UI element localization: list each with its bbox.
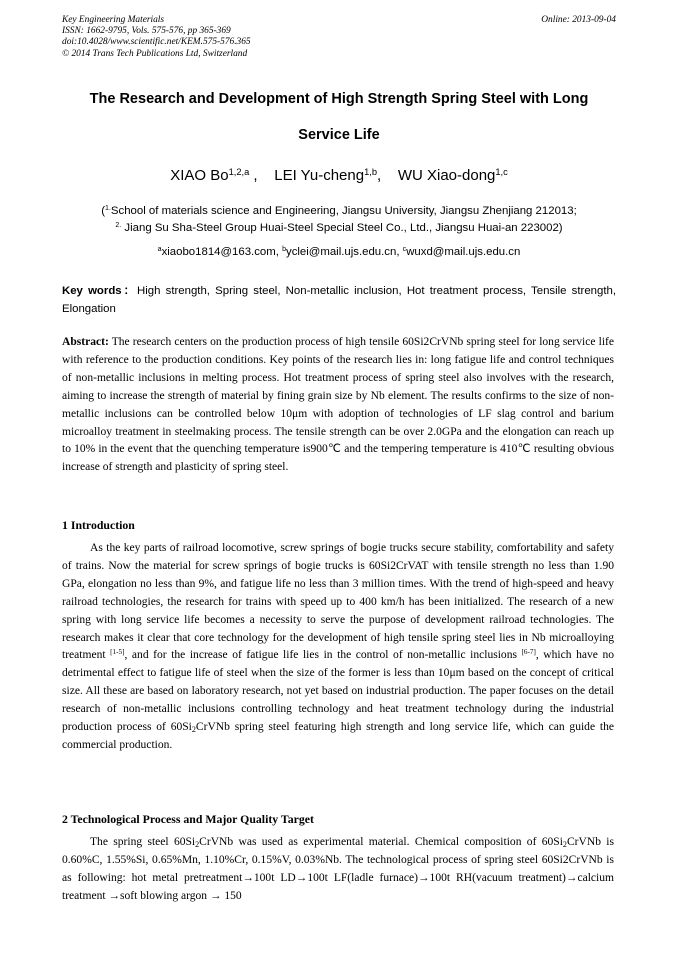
section-2-text: CrVNb is 0.60%C, 1.55%Si, 0.65%Mn, 1.10%Cr, 0.15%V, 0.03%Nb. The technological process of spring steel 60Si2CrVNb is as following: hot metal pretreatment→100t LD→100t LF(ladle furnace)→100t RH(vacuum treatment)→calcium treatment →soft blowing argon → 150 <box>62 836 614 902</box>
journal-name: Key Engineering Materials <box>62 15 165 25</box>
abstract-label: Abstract: <box>62 336 109 348</box>
abstract <box>62 334 614 477</box>
section-2-heading: 2 Technological Process and Major Quality Target <box>62 812 314 826</box>
section-2-paragraph <box>62 834 614 906</box>
author-1: XIAO Bo <box>170 167 229 184</box>
author-2-affil: 1,b <box>364 166 377 177</box>
author-list <box>62 166 616 186</box>
email-b-mark: b <box>282 246 286 254</box>
author-separator: , <box>249 167 275 184</box>
email-a-mark: a <box>157 246 162 254</box>
intro-text: As the key parts of railroad locomotive, screw springs of bogie trucks secure stability, comfortability and safety of trains. Now the material for screw springs of bogie trucks is 60Si2CrVAT with tensile strength no less than 1.90 GPa, elongation no less than 9%, and fatigue life no less than 3 million times. With the trend of high-speed and heavy railroad technologies, the research for trains with speed up to 400 km/h has been initialized. The research of a new spring with long service life becomes a necessity to serve the purpose of development railroad technologies. The research makes it clear that core technology for the development of high tensile spring steel lies in Nb microalloying treatment <box>62 542 614 662</box>
section-1-paragraph <box>62 540 614 755</box>
section-2-text: The spring steel 60Si <box>90 836 196 848</box>
email-c: wuxd@mail.ujs.edu.cn <box>406 246 521 258</box>
affiliation-1 <box>40 203 638 219</box>
intro-text: CrVNb spring steel featuring high strength and long service life, which can guide the commercial production. <box>62 721 614 751</box>
affiliation-2-mark: 2. <box>115 222 122 230</box>
author-separator: , <box>377 167 398 184</box>
author-emails <box>62 244 616 260</box>
journal-header <box>62 15 616 60</box>
affiliation-2 <box>40 220 638 236</box>
subscript: 2 <box>562 840 567 850</box>
email-b: yclei@mail.ujs.edu.cn, <box>286 246 403 258</box>
section-1-heading: 1 Introduction <box>62 518 135 532</box>
subscript: 2 <box>191 725 196 735</box>
affiliation-2-text: Jiang Su Sha-Steel Group Huai-Steel Special Steel Co., Ltd., Jiangsu Huai-an 223002) <box>121 222 563 234</box>
author-3: WU Xiao-dong <box>397 167 496 184</box>
keywords <box>62 283 616 318</box>
citation: [6-7] <box>521 648 536 657</box>
keywords-label: Key words： <box>62 285 138 297</box>
citation: [1-5] <box>110 648 125 657</box>
abstract-text: The research centers on the production process of high tensile 60Si2CrVNb spring steel for long service life with reference to the production conditions. Key points of the research lies in: long fatigue life and control techniques of non-metallic inclusions in melting process. Hot treatment process of spring steel also involves with the research, aiming to increase the strength of material by fining grain size by Nb element. The results confirms to the size of non-metallic inclusions can be controlled below 10μm with adoption of technologies of LF slag control and barium microalloy treatment in steelmaking process. The tensile strength can be over 2.0GPa and the elongation can reach up to 10% in the event that the quenching temperature is900℃ and the tempering temperature is 410℃ resulting obvious increase of strength and plasticity of spring steel. <box>62 336 614 474</box>
author-1-affil: 1,2,a <box>228 166 250 177</box>
section-2-text: CrVNb was used as experimental material. Chemical composition of 60Si <box>199 836 563 848</box>
paper-title-line-1: The Research and Development of High Strength Spring Steel with Long <box>89 91 589 107</box>
email-c-mark: c <box>402 246 407 254</box>
author-2: LEI Yu-cheng <box>274 167 365 184</box>
affiliation-1-text: School of materials science and Engineering, Jiangsu University, Jiangsu Zhenjiang 212013; <box>110 205 577 217</box>
intro-text: , and for the increase of fatigue life lies in the control of non-metallic inclusions <box>124 649 522 662</box>
online-date: Online: 2013-09-04 <box>541 15 616 25</box>
journal-doi: doi:10.4028/www.scientific.net/KEM.575-576.365 <box>62 37 251 48</box>
keywords-text: High strength, Spring steel, Non-metallic inclusion, Hot treatment process, Tensile strength, Elongation <box>62 285 616 315</box>
affiliation-paren: ( <box>101 205 106 217</box>
affiliation-1-mark: 1. <box>105 205 111 213</box>
paper-title-line-2: Service Life <box>298 127 380 143</box>
email-a: xiaobo1814@163.com, <box>161 246 283 258</box>
author-3-affil: 1,c <box>495 166 508 177</box>
journal-copyright: © 2014 Trans Tech Publications Ltd, Switzerland <box>62 48 248 59</box>
journal-issn: ISSN: 1662-9795, Vols. 575-576, pp 365-369 <box>62 26 231 37</box>
subscript: 2 <box>195 840 200 850</box>
intro-text: , which have no detrimental effect to fatigue life of steel when the size of the former is less than 10μm based on the concept of critical size. All these are based on laboratory research, not yet based on industrial production. The paper focuses on the detail research of non-metallic inclusions controlling technology and heat treatment technology during the industrial production process of 60Si <box>62 649 614 734</box>
